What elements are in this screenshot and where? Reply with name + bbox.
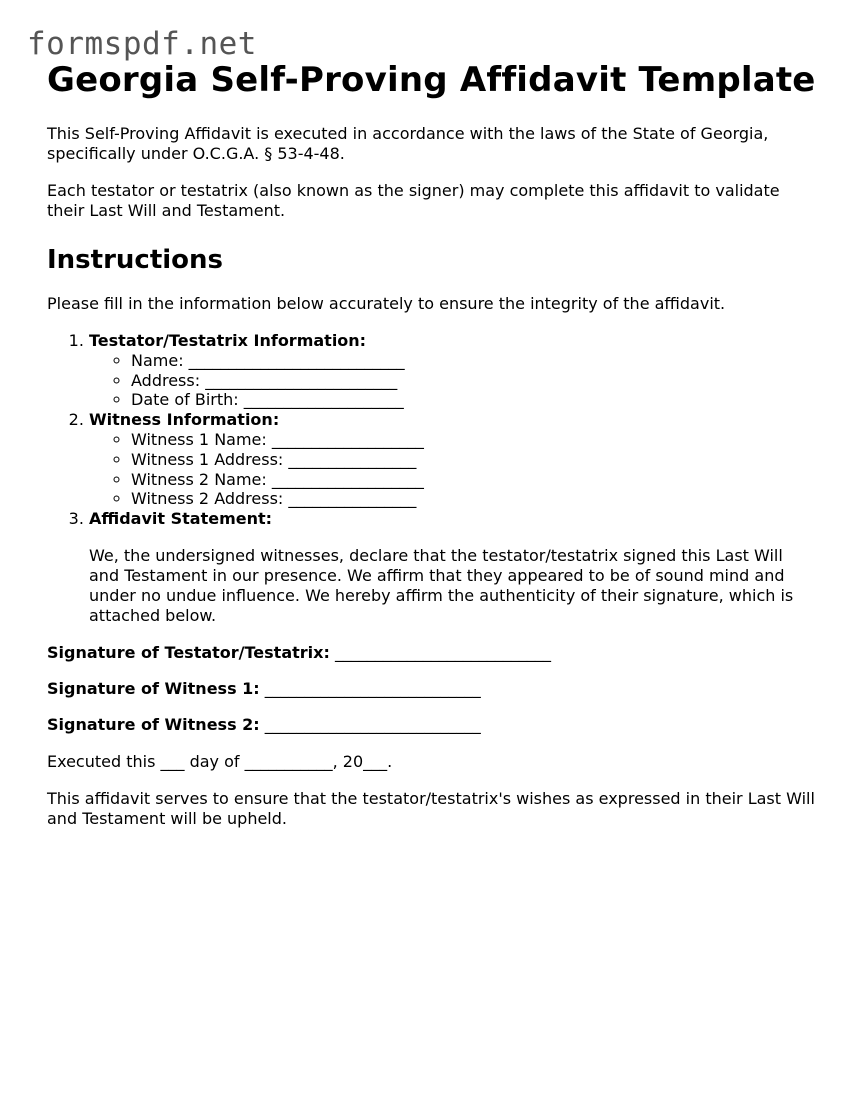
step-testator-info [89, 331, 817, 410]
signature-witness-2-line [47, 715, 817, 735]
step-affidavit-statement [89, 509, 817, 626]
testator-name-field: ◦ Name: ___________________________ [131, 351, 817, 371]
signature-testator-line [47, 643, 817, 663]
testator-fields-list [89, 351, 817, 410]
intro-signer-paragraph: Each testator or testatrix (also known as the signer) may complete this affidavit to validate their Last Will and Testament. [47, 181, 780, 220]
closing-paragraph: This affidavit serves to ensure that the testator/testatrix's wishes as expressed in their Last Will and Testament will be upheld. [47, 788, 815, 828]
signature-label: Signature of Witness 1: [47, 678, 260, 698]
testator-birthdate-field: ◦ Date of Birth: ____________________ [131, 390, 817, 410]
signature-label: Signature of Testator/Testatrix: [47, 642, 330, 662]
instructions-lead: Please fill in the information below accurately to ensure the integrity of the affidavit. [47, 294, 726, 313]
signature-blank: ___________________________ [264, 714, 481, 734]
signature-witness-1-line [47, 679, 817, 699]
affidavit-statement-text: We, the undersigned witnesses, declare that the testator/testatrix signed this Last Will and Testament in our presence. We affirm that they appeared to be of sound mind and under no undue influence. We hereby affirm the authenticity of their signature, which is attached below. [89, 545, 794, 625]
signature-label: Signature of Witness 2: [47, 714, 260, 734]
instruction-steps-list [47, 331, 817, 626]
witness-1-name-field: ◦ Witness 1 Name: ___________________ [131, 430, 817, 450]
intro-law-paragraph: This Self-Proving Affidavit is executed in accordance with the laws of the State of Georgia, specifically under O.C.G.A. § 53-4-48. [47, 124, 769, 163]
step-title: Testator/Testatrix Information: [89, 331, 367, 350]
step-witness-info [89, 410, 817, 509]
instructions-heading: Instructions [47, 245, 224, 275]
signature-blank: ___________________________ [264, 678, 481, 698]
signature-blank: ___________________________ [334, 642, 551, 662]
witness-2-address-field: ◦ Witness 2 Address: ________________ [131, 489, 817, 509]
step-title: Affidavit Statement: [89, 509, 273, 529]
execution-date-line: Executed this ___ day of ___________, 20___. [47, 751, 393, 771]
step-title: Witness Information: [89, 410, 280, 430]
witness-2-name-field: ◦ Witness 2 Name: ___________________ [131, 470, 817, 490]
witness-fields-list [89, 430, 817, 509]
witness-1-address-field: ◦ Witness 1 Address: ________________ [131, 450, 817, 470]
document-body [47, 58, 817, 829]
document-title: Georgia Self-Proving Affidavit Template [47, 60, 816, 100]
testator-address-field: ◦ Address: ________________________ [131, 371, 817, 391]
watermark-text: formspdf.net [27, 26, 257, 62]
